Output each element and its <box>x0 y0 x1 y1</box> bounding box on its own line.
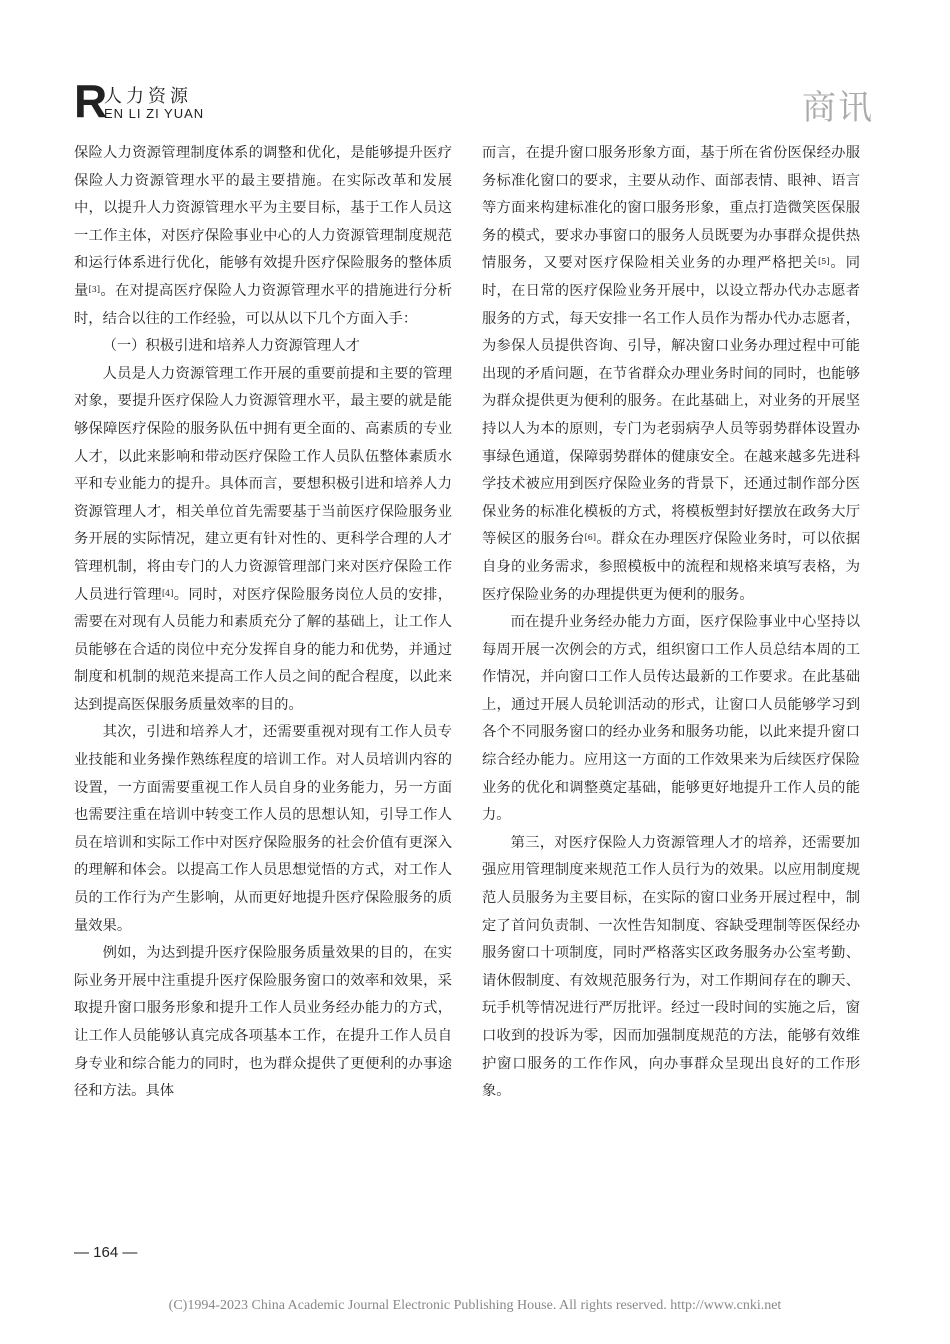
journal-logo-letter: R <box>74 75 108 127</box>
right-column <box>482 140 860 1106</box>
citation-ref: [4] <box>162 588 174 598</box>
journal-logo-pinyin: EN LI ZI YUAN <box>104 106 205 121</box>
citation-ref: [3] <box>88 284 101 294</box>
journal-logo-chinese: 人力资源 <box>104 86 192 107</box>
paragraph: 而在提升业务经办能力方面，医疗保险事业中心坚持以每周开展一次例会的方式，组织窗口工作人员总结本周的工作情况，并向窗口工作人员传达最新的工作要求。在此基础上，通过开展人员轮训活动的形式，让窗口人员能够学习到各个不同服务窗口的经办业务和服务功能，以此来提升窗口综合经办能力。应用这一方面的工作效果来为后续医疗保险业务的优化和调整奠定基础，能够更好地提升工作人员的能力。 <box>482 614 860 824</box>
paragraph: 例如，为达到提升医疗保险服务质量效果的目的，在实际业务开展中注重提升医疗保险服务窗口的效率和效果，采取提升窗口服务形象和提升工作人员业务经办能力的方式，让工作人员能够认真完成各项基本工作，在提升工作人员自身专业和综合能力的同时，也为群众提供了更便利的办事途径和方法。具体 <box>74 945 452 1100</box>
paragraph: 人员是人力资源管理工作开展的重要前提和主要的管理对象，要提升医疗保险人力资源管理水平，最主要的就是能够保障医疗保险的服务队伍中拥有更全面的、高素质的专业人才，以此来影响和带动医疗保险工作人员队伍整体素质水平和专业能力的提升。具体而言，要想积极引进和培养人力资源管理人才，相关单位首先需要基于当前医疗保险服务业务开展的实际情况，建立更有针对性的、更科学合理的人才管理机制，将由专门的人力资源管理部门来对医疗保险工作人员进行管理[4]。同时，对医疗保险服务岗位人员的安排，需要在对现有人员能力和素质充分了解的基础上，让工作人员能够在合适的岗位中充分发挥自身的能力和优势，并通过制度和机制的规范来提高工作人员之间的配合程度，以此来达到提高医保服务质量效率的目的。 <box>74 365 453 713</box>
section-subheading: （一）积极引进和培养人力资源管理人才 <box>102 338 360 355</box>
copyright-notice: (C)1994-2023 China Academic Journal Electronic Publishing House. All rights reserved. http://www.cnki.net <box>168 1298 782 1313</box>
section-brand: 商讯 <box>802 88 874 128</box>
paragraph: 其次，引进和培养人才，还需要重视对现有工作人员专业技能和业务操作熟练程度的培训工作。对人员培训内容的设置，一方面需要重视工作人员自身的业务能力，另一方面也需要注重在培训中转变工作人员的思想认知，引导工作人员在培训和实际工作中对医疗保险服务的社会价值有更深入的理解和体会。以提高工作人员思想觉悟的方式，对工作人员的工作行为产生影响，从而更好地提升医疗保险服务的质量效果。 <box>74 724 452 934</box>
citation-ref: [5] <box>818 257 830 267</box>
journal-header <box>74 75 874 128</box>
paragraph: 而言，在提升窗口服务形象方面，基于所在省份医保经办服务标准化窗口的要求，主要从动作、面部表情、眼神、语言等方面来构建标准化的窗口服务形象，重点打造微笑医保服务的模式，要求办事窗口的服务人员既要为办事群众提供热情服务，又要对医疗保险相关业务的办理严格把关[5]。同时，在日常的医疗保险业务开展中，以设立帮办代办志愿者服务的方式，每天安排一名工作人员作为帮办代办志愿者，为参保人员提供咨询、引导，解决窗口业务办理过程中可能出现的矛盾问题，在节省群众办理业务时间的同时，也能够为群众提供更为便利的服务。在此基础上，对业务的开展坚持以人为本的原则，专门为老弱病孕人员等弱势群体设置办事绿色通道，保障弱势群体的健康安全。在越来越多先进科学技术被应用到医疗保险业务的背景下，还通过制作部分医保业务的标准化模板的方式，将模板塑封好摆放在政务大厅等候区的服务台[6]。群众在办理医疗保险业务时，可以依据自身的业务需求，参照模板中的流程和规格来填写表格，为医疗保险业务的办理提供更为便利的服务。 <box>482 145 861 603</box>
paragraph: 保险人力资源管理制度体系的调整和优化，是能够提升医疗保险人力资源管理水平的最主要措施。在实际改革和发展中，以提升人力资源管理水平为主要目标，基于工作人员这一工作主体，对医疗保险事业中心的人力资源管理制度规范和运行体系进行优化，能够有效提升医疗保险服务的整体质量[3]。在对提高医疗保险人力资源管理水平的措施进行分析时，结合以往的工作经验，可以从以下几个方面入手： <box>74 145 453 327</box>
citation-ref: [6] <box>584 533 597 543</box>
page-number: — 164 — <box>74 1244 138 1261</box>
paragraph: 第三，对医疗保险人力资源管理人才的培养，还需要加强应用管理制度来规范工作人员行为的效果。以应用制度规范人员服务为主要目标，在实际的窗口业务开展过程中，制定了首问负责制、一次性告知制度、容缺受理制等医保经办服务窗口十项制度，同时严格落实区政务服务办公室考勤、请休假制度、有效规范服务行为，对工作期间存在的聊天、玩手机等情况进行严厉批评。经过一段时间的实施之后，窗口收到的投诉为零，因而加强制度规范的方法，能够有效维护窗口服务的工作作风，向办事群众呈现出良好的工作形象。 <box>482 834 860 1100</box>
left-column <box>74 140 452 1106</box>
